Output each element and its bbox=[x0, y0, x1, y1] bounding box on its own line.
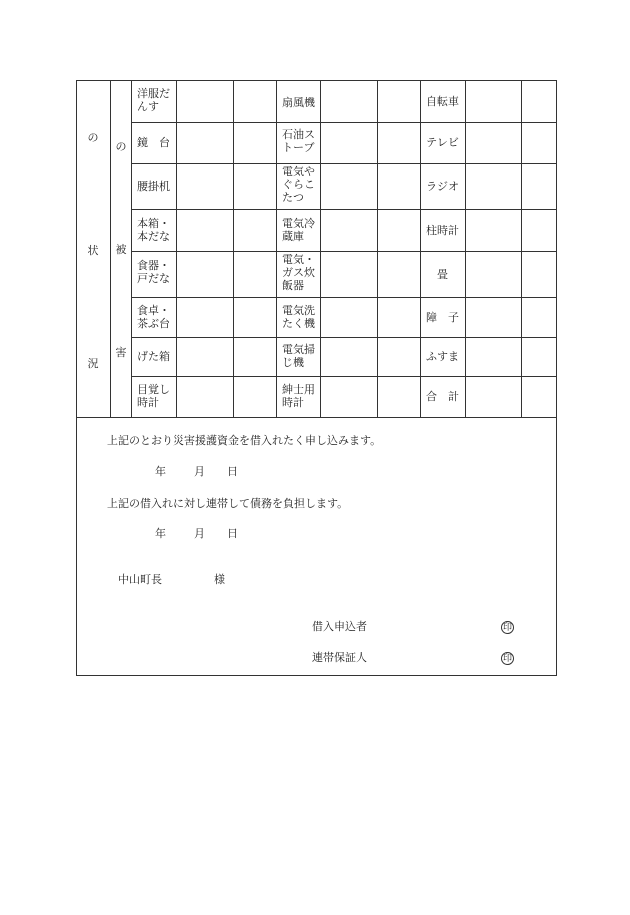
table-divider bbox=[377, 81, 378, 417]
item-label: ラジオ bbox=[426, 179, 459, 193]
item-label: テレビ bbox=[426, 136, 459, 149]
item-label: 電気やぐらこたつ bbox=[282, 165, 315, 204]
side-label: 況 bbox=[87, 357, 99, 370]
side-label: 害 bbox=[115, 346, 127, 359]
date-year: 年 bbox=[155, 527, 166, 540]
item-label: 自転車 bbox=[426, 95, 459, 108]
table-divider bbox=[131, 297, 556, 298]
item-label: げた箱 bbox=[137, 350, 170, 363]
table-divider bbox=[131, 376, 556, 377]
item-label: 扇風機 bbox=[282, 96, 315, 109]
date-day: 日 bbox=[227, 465, 238, 478]
item-label: 腰掛机 bbox=[137, 180, 170, 193]
item-label: 本箱・本だな bbox=[137, 217, 170, 243]
item-label: 電気・ガス炊飯器 bbox=[282, 253, 315, 292]
item-label: 食器・戸だな bbox=[137, 259, 170, 285]
date-month: 月 bbox=[194, 465, 205, 478]
item-label: 障 子 bbox=[426, 310, 459, 324]
table-divider bbox=[233, 81, 234, 417]
date-day: 日 bbox=[227, 527, 238, 540]
table-divider bbox=[176, 81, 177, 417]
item-label: 食卓・茶ぶ台 bbox=[137, 304, 170, 330]
table-divider bbox=[465, 81, 466, 417]
item-label: 電気洗たく機 bbox=[282, 304, 315, 330]
side-label: の bbox=[87, 131, 99, 144]
damage-form bbox=[76, 80, 557, 676]
item-label: 紳士用時計 bbox=[282, 383, 315, 409]
date-month: 月 bbox=[194, 527, 205, 540]
guarantor-label: 連帯保証人 bbox=[312, 651, 367, 664]
date-year: 年 bbox=[155, 465, 166, 478]
seal-icon: 印 bbox=[502, 623, 512, 633]
item-label: 電気掃じ機 bbox=[282, 343, 315, 369]
seal-icon: 印 bbox=[502, 654, 512, 664]
applicant-label: 借入申込者 bbox=[312, 620, 367, 633]
item-label: 目覚し時計 bbox=[137, 383, 170, 409]
table-divider bbox=[320, 81, 321, 417]
table-divider bbox=[131, 209, 556, 210]
side-label: 被 bbox=[115, 243, 127, 256]
side-label: の bbox=[115, 140, 127, 153]
item-label: 鏡 台 bbox=[137, 136, 170, 149]
side-label: 状 bbox=[87, 244, 99, 257]
item-label: 合 計 bbox=[426, 390, 459, 403]
table-bottom-line bbox=[77, 417, 556, 418]
table-divider bbox=[131, 122, 556, 123]
item-label: 洋服だんす bbox=[137, 87, 170, 113]
table-divider bbox=[276, 81, 277, 417]
table-divider bbox=[131, 163, 556, 164]
item-label: 畳 bbox=[437, 267, 448, 281]
addressee: 中山町長 bbox=[118, 573, 162, 586]
item-label: 電気冷蔵庫 bbox=[282, 217, 315, 243]
table-divider bbox=[131, 337, 556, 338]
table-divider bbox=[521, 81, 522, 417]
guarantee-statement: 上記の借入れに対し連帯して債務を負担します。 bbox=[107, 497, 349, 510]
item-label: 柱時計 bbox=[426, 223, 459, 237]
application-statement: 上記のとおり災害援護資金を借入れたく申し込みます。 bbox=[107, 434, 382, 447]
table-divider bbox=[110, 81, 111, 417]
item-label: ふすま bbox=[426, 350, 459, 363]
table-divider bbox=[131, 251, 556, 252]
item-label: 石油ストーブ bbox=[282, 128, 315, 154]
honorific: 様 bbox=[214, 573, 225, 586]
table-divider bbox=[131, 81, 132, 417]
